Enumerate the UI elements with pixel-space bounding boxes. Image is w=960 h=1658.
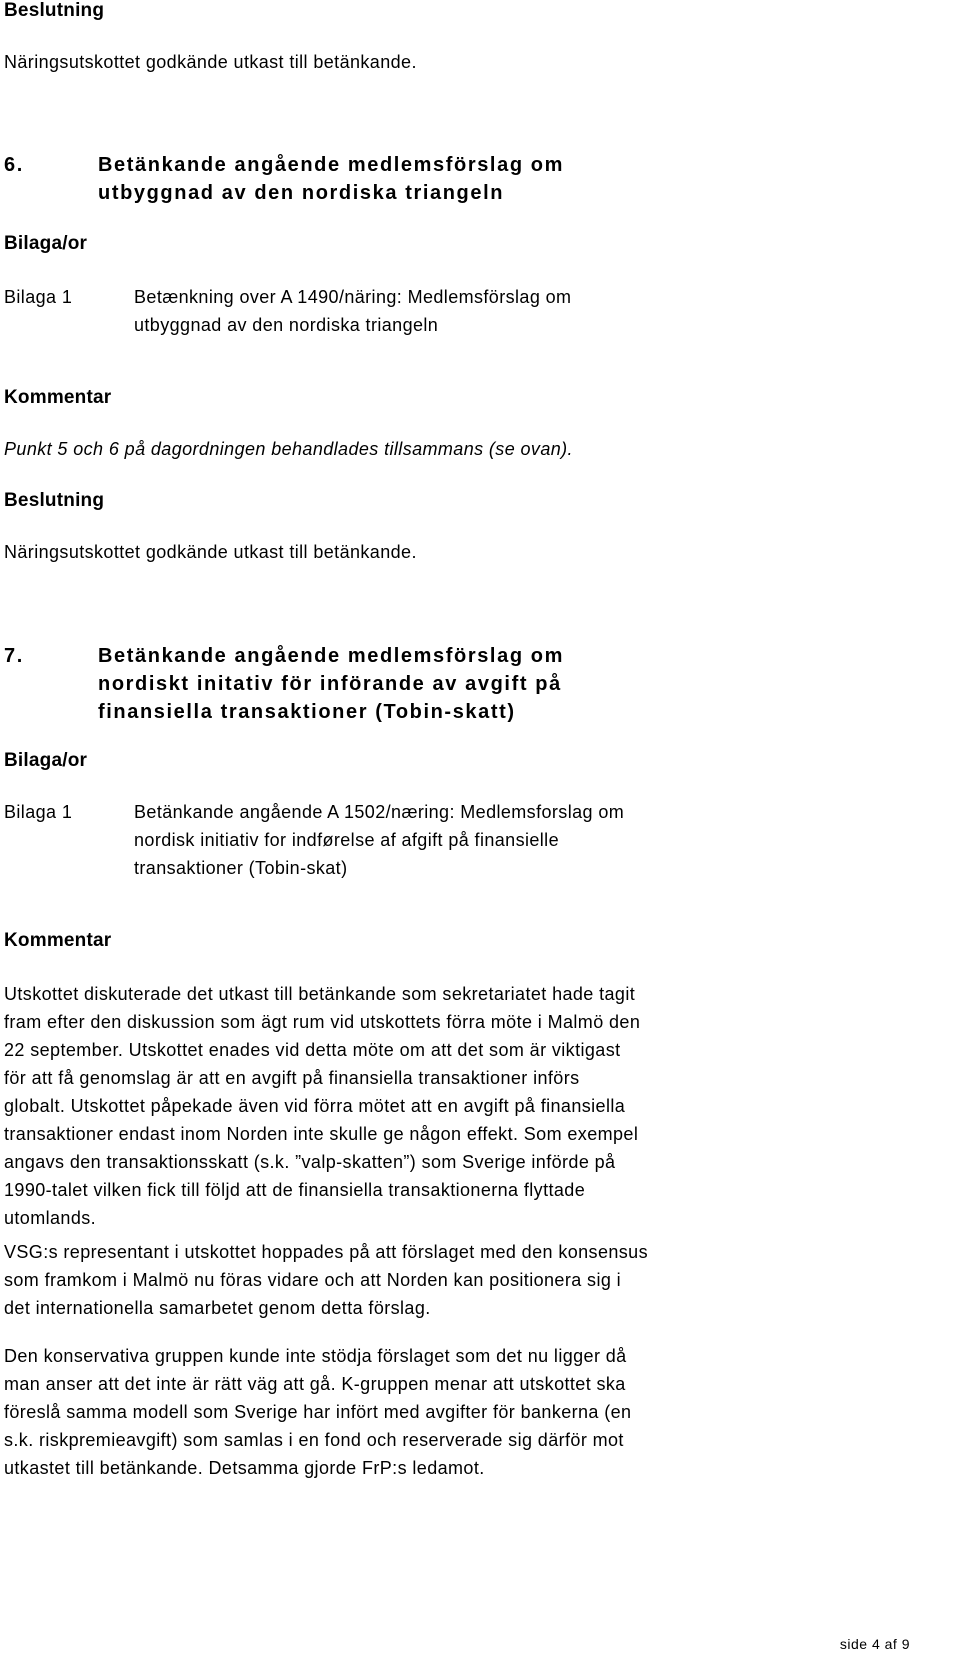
paragraph-line: man anser att det inte är rätt väg att gå. K-gruppen menar att utskottet ska — [4, 1374, 626, 1394]
item6-number: 6. — [4, 154, 24, 176]
item7-kommentar-label: Kommentar — [4, 930, 112, 951]
item7-number: 7. — [4, 645, 24, 667]
item6-attachment — [4, 283, 824, 339]
item7-title-line: Betänkande angående medlemsförslag om — [98, 645, 564, 667]
item6-bilaga-line: utbyggnad av den nordiska triangeln — [134, 315, 439, 335]
paragraph-line: som framkom i Malmö nu föras vidare och att Norden kan positionera sig i — [4, 1270, 622, 1290]
comment-paragraph-1 — [4, 980, 804, 1232]
item7-bilaga-line: transaktioner (Tobin-skat) — [134, 858, 348, 878]
item6-beslutning-text: Näringsutskottet godkände utkast till betänkande. — [4, 542, 417, 562]
item7-bilaga-key: Bilaga 1 — [4, 802, 73, 822]
item6-kommentar-label: Kommentar — [4, 387, 112, 408]
item6-heading — [4, 151, 824, 207]
paragraph-line: Utskottet diskuterade det utkast till betänkande som sekretariatet hade tagit — [4, 984, 636, 1004]
comment-paragraph-2 — [4, 1238, 804, 1322]
item6-bilaga-key: Bilaga 1 — [4, 287, 73, 307]
page-number: side 4 af 9 — [839, 1636, 910, 1652]
paragraph-line: globalt. Utskottet påpekade även vid förra mötet att en avgift på finansiella — [4, 1096, 626, 1116]
item6-bilaga-heading: Bilaga/or — [4, 233, 88, 254]
paragraph-line: fram efter den diskussion som ägt rum vid utskottets förra möte i Malmö den — [4, 1012, 641, 1032]
paragraph-line: 22 september. Utskottet enades vid detta möte om att det som är viktigast — [4, 1040, 621, 1060]
paragraph-line: det internationella samarbetet genom detta förslag. — [4, 1298, 431, 1318]
paragraph-line: s.k. riskpremieavgift) som samlas i en fond och reserverade sig därför mot — [4, 1430, 624, 1450]
item7-title-line: nordiskt initativ för införande av avgift på — [98, 673, 562, 695]
item6-beslutning-label: Beslutning — [4, 490, 105, 511]
item7-bilaga-heading: Bilaga/or — [4, 750, 88, 771]
paragraph-line: för att få genomslag är att en avgift på finansiella transaktioner införs — [4, 1068, 580, 1088]
item6-kommentar-text: Punkt 5 och 6 på dagordningen behandlades tillsammans (se ovan). — [4, 439, 573, 459]
item6-title-line: Betänkande angående medlemsförslag om — [98, 154, 564, 176]
comment-paragraph-3 — [4, 1342, 804, 1482]
paragraph-line: Den konservativa gruppen kunde inte stödja förslaget som det nu ligger då — [4, 1346, 627, 1366]
item7-attachment — [4, 798, 824, 882]
paragraph-line: utkastet till betänkande. Detsamma gjorde FrP:s ledamot. — [4, 1458, 485, 1478]
paragraph-line: föreslå samma modell som Sverige har infört med avgifter för bankerna (en — [4, 1402, 632, 1422]
beslutning-text-top: Näringsutskottet godkände utkast till betänkande. — [4, 52, 417, 72]
paragraph-line: angavs den transaktionsskatt (s.k. ”valp-skatten”) som Sverige införde på — [4, 1152, 616, 1172]
item7-heading — [4, 642, 824, 726]
item7-title-line: finansiella transaktioner (Tobin-skatt) — [98, 701, 516, 723]
item7-bilaga-line: Betänkande angående A 1502/næring: Medlemsforslag om — [134, 802, 625, 822]
paragraph-line: 1990-talet vilken fick till följd att de finansiella transaktionerna flyttade — [4, 1180, 586, 1200]
paragraph-line: transaktioner endast inom Norden inte skulle ge någon effekt. Som exempel — [4, 1124, 639, 1144]
item6-bilaga-line: Betænkning over A 1490/näring: Medlemsförslag om — [134, 287, 572, 307]
item6-title-line: utbyggnad av den nordiska triangeln — [98, 182, 505, 204]
item7-bilaga-line: nordisk initiativ for indførelse af afgift på finansielle — [134, 830, 559, 850]
paragraph-line: utomlands. — [4, 1208, 97, 1228]
paragraph-line: VSG:s representant i utskottet hoppades på att förslaget med den konsensus — [4, 1242, 648, 1262]
beslutning-label-top: Beslutning — [4, 0, 105, 21]
